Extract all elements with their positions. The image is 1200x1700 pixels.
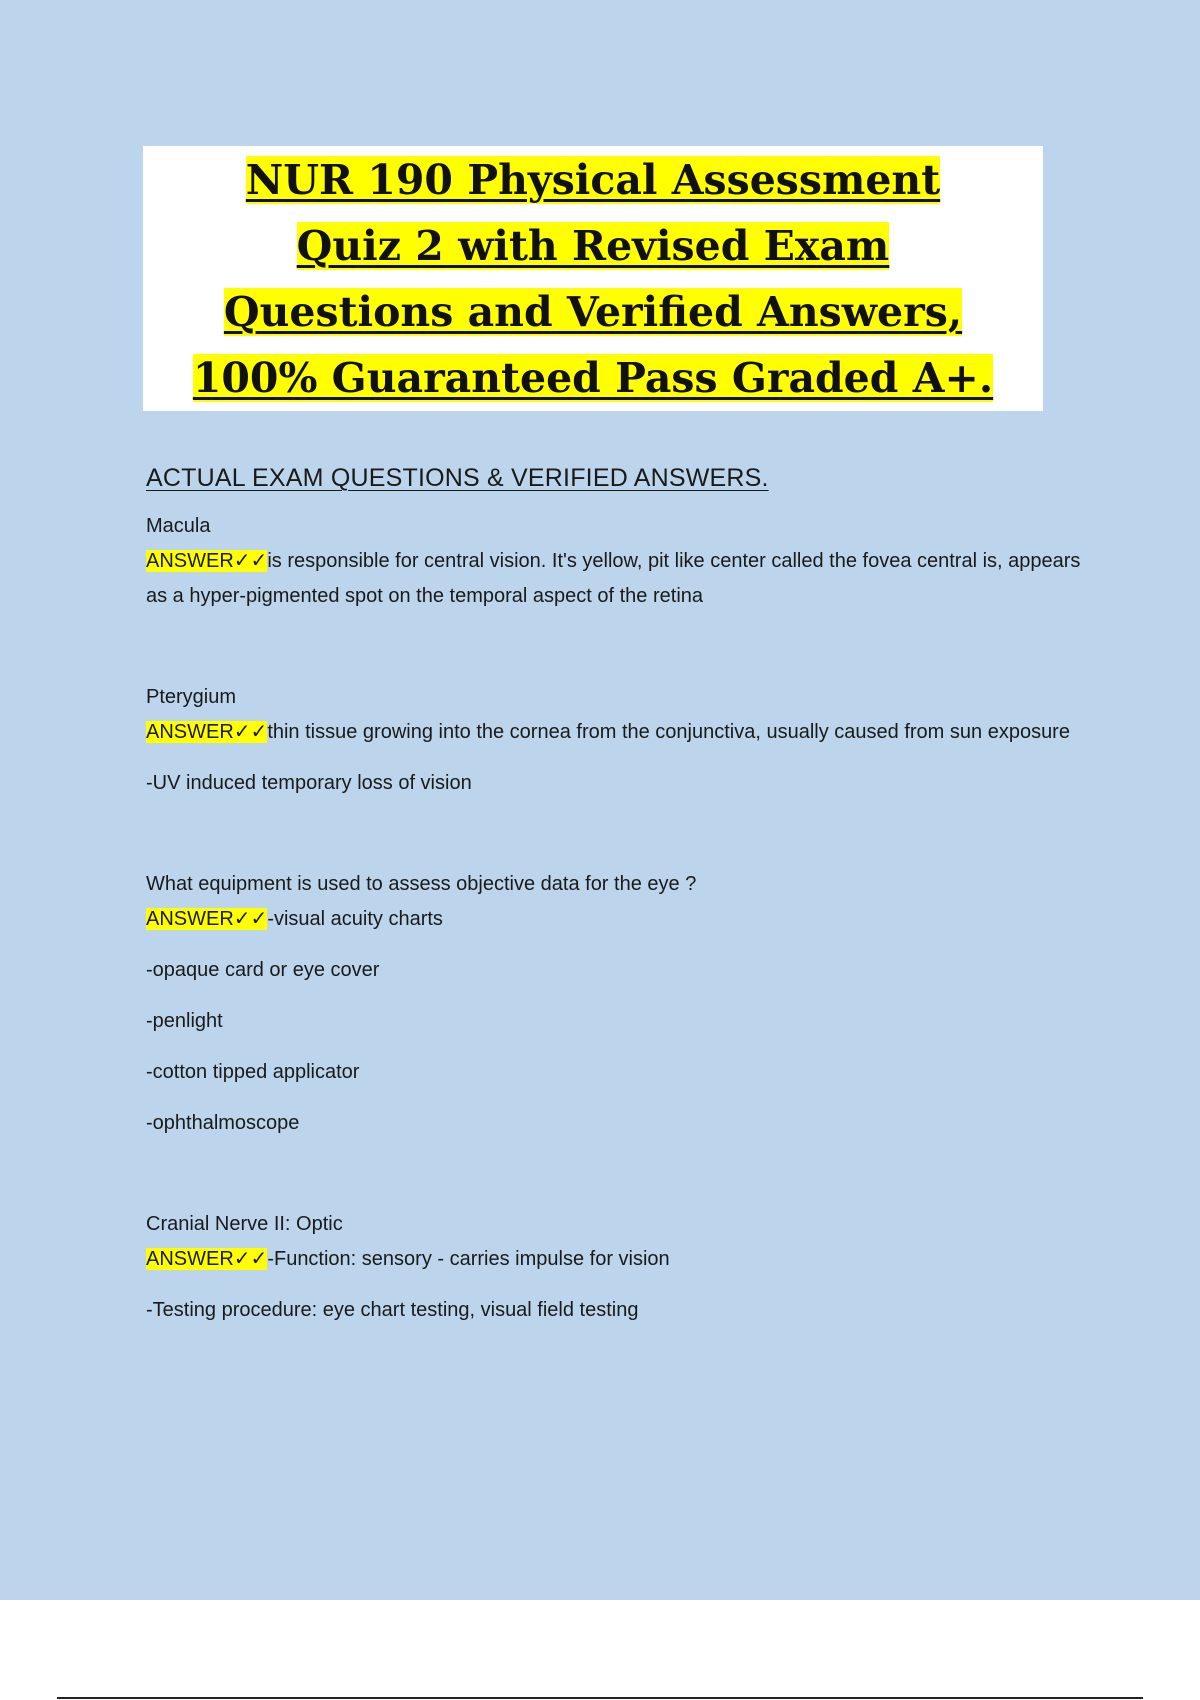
- answer-label: ANSWER✓✓: [146, 550, 268, 572]
- answer-text: is responsible for central vision. It's yellow, pit like center called the fovea central is, appears as a hyper-pigmented spot on the temporal aspect of the retina: [146, 550, 1081, 607]
- title-text: Quiz 2 with Revised Exam: [296, 222, 890, 270]
- footer-divider: [57, 1697, 1143, 1699]
- answer: [146, 715, 1096, 750]
- qa-item: [146, 508, 1096, 614]
- title-text: NUR 190 Physical Assessment: [245, 156, 941, 204]
- title-text: 100% Guaranteed Pass Graded A+.: [192, 354, 994, 402]
- answer-text: thin tissue growing into the cornea from the conjunctiva, usually caused from sun exposure: [267, 721, 1070, 743]
- question: What equipment is used to assess objective data for the eye ?: [146, 873, 697, 895]
- answer-label: ANSWER✓✓: [146, 721, 268, 743]
- qa-item: [146, 1206, 1096, 1328]
- answer: [146, 1242, 1096, 1277]
- answer-label: ANSWER✓✓: [146, 908, 268, 930]
- qa-item: [146, 679, 1096, 801]
- answer-extra: -ophthalmoscope: [146, 1112, 300, 1134]
- answer-text: -Function: sensory - carries impulse for vision: [267, 1248, 670, 1270]
- answer: [146, 544, 1096, 614]
- title-text: Questions and Verified Answers,: [223, 288, 963, 336]
- answer-extra: -Testing procedure: eye chart testing, visual field testing: [146, 1299, 639, 1321]
- answer-extra: -UV induced temporary loss of vision: [146, 772, 472, 794]
- question: Macula: [146, 515, 211, 537]
- answer: [146, 902, 1096, 937]
- answer-label: ANSWER✓✓: [146, 1248, 268, 1270]
- qa-item: [146, 866, 1096, 1141]
- content: [146, 460, 1096, 1328]
- section-heading: ACTUAL EXAM QUESTIONS & VERIFIED ANSWERS.: [146, 464, 769, 492]
- answer-extra: -opaque card or eye cover: [146, 959, 380, 981]
- answer-extra: -penlight: [146, 1010, 223, 1032]
- title-line: [143, 213, 1043, 279]
- answer-text: -visual acuity charts: [267, 908, 443, 930]
- question: Cranial Nerve II: Optic: [146, 1213, 343, 1235]
- answer-extra: -cotton tipped applicator: [146, 1061, 360, 1083]
- title-box: [143, 146, 1043, 411]
- title-line: [143, 279, 1043, 345]
- title-line: [143, 147, 1043, 213]
- title-line: [143, 345, 1043, 411]
- question: Pterygium: [146, 686, 237, 708]
